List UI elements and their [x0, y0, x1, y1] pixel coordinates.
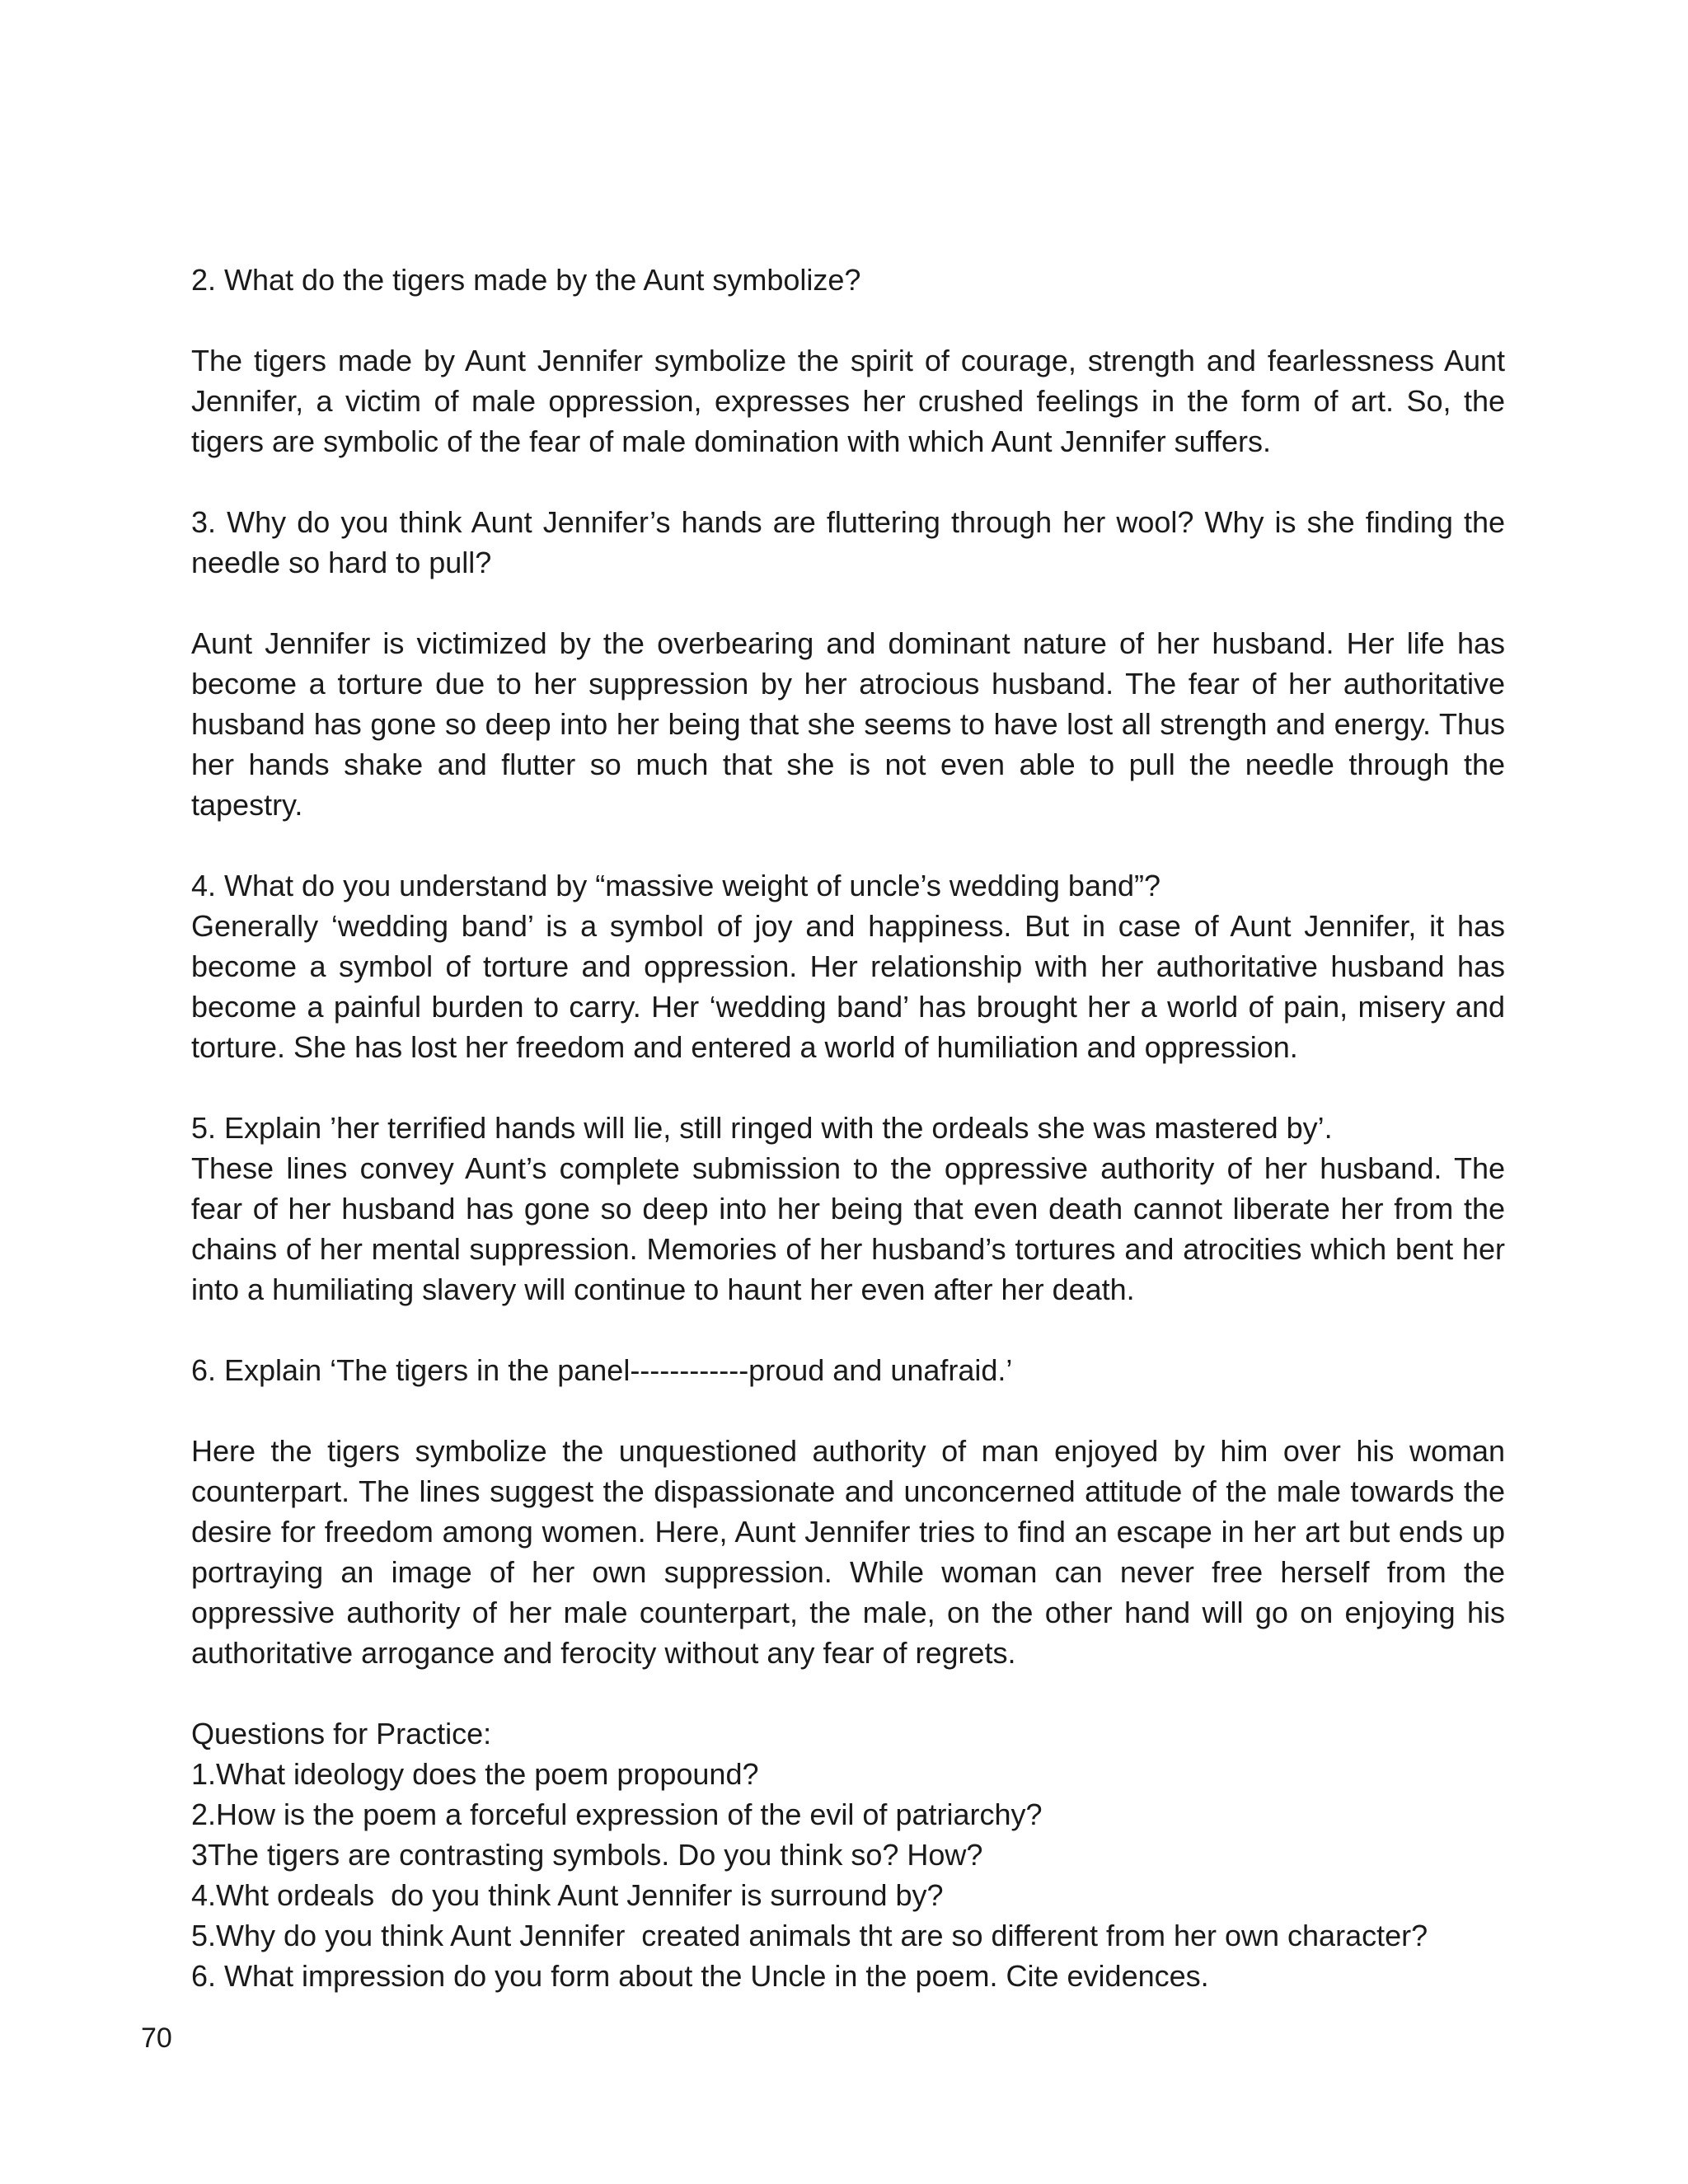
question-5: 5. Explain ’her terrified hands will lie, still ringed with the ordeals she was mastered by’. — [191, 1111, 1333, 1145]
practice-item: 4.Wht ordeals do you think Aunt Jennifer is surround by? — [191, 1878, 944, 1912]
page-content — [191, 260, 1505, 1996]
practice-item: 2.How is the poem a forceful expression of the evil of patriarchy? — [191, 1797, 1043, 1831]
question-6: 6. Explain ‘The tigers in the panel------------proud and unafraid.’ — [191, 1353, 1013, 1387]
answer-6: Here the tigers symbolize the unquestioned authority of man enjoyed by him over his woman counterpart. The lines suggest the dispassionate and unconcerned attitude of the male towards the desire for freedom among women. Here, Aunt Jennifer tries to find an escape in her art but ends up portraying an image of her own suppression. While woman can never free herself from the oppressive authority of her male counterpart, the male, on the other hand will go on enjoying his authoritative arrogance and ferocity without any fear of regrets. — [191, 1434, 1505, 1670]
answer-5: These lines convey Aunt’s complete submission to the oppressive authority of her husband. The fear of her husband has gone so deep into her being that even death cannot liberate her from the chains of her mental suppression. Memories of her husband’s tortures and atrocities which bent her into a humiliating slavery will continue to haunt her even after her death. — [191, 1151, 1505, 1306]
question-4: 4. What do you understand by “massive weight of uncle’s wedding band”? — [191, 869, 1161, 902]
answer-2: The tigers made by Aunt Jennifer symbolize the spirit of courage, strength and fearlessness Aunt Jennifer, a victim of male oppression, expresses her crushed feelings in the form of art. So, the tigers are symbolic of the fear of male domination with which Aunt Jennifer suffers. — [191, 344, 1505, 458]
page-number: 70 — [141, 2022, 172, 2054]
answer-4: Generally ‘wedding band’ is a symbol of joy and happiness. But in case of Aunt Jennifer, it has become a symbol of torture and oppression. Her relationship with her authoritative husband has become a painful burden to carry. Her ‘wedding band’ has brought her a world of pain, misery and torture. She has lost her freedom and entered a world of humiliation and oppression. — [191, 909, 1505, 1064]
question-3: 3. Why do you think Aunt Jennifer’s hands are fluttering through her wool? Why is she finding the needle so hard to pull? — [191, 505, 1505, 579]
question-2: 2. What do the tigers made by the Aunt symbolize? — [191, 263, 861, 297]
answer-3: Aunt Jennifer is victimized by the overbearing and dominant nature of her husband. Her life has become a torture due to her suppression by her atrocious husband. The fear of her authoritative husband has gone so deep into her being that she seems to have lost all strength and energy. Thus her hands shake and flutter so much that she is not even able to pull the needle through the tapestry. — [191, 626, 1505, 822]
practice-heading: Questions for Practice: — [191, 1717, 492, 1750]
practice-item: 6. What impression do you form about the Uncle in the poem. Cite evidences. — [191, 1959, 1209, 1993]
practice-item: 3The tigers are contrasting symbols. Do you think so? How? — [191, 1838, 983, 1872]
practice-item: 5.Why do you think Aunt Jennifer created animals tht are so different from her own character? — [191, 1919, 1428, 1952]
practice-item: 1.What ideology does the poem propound? — [191, 1757, 759, 1791]
